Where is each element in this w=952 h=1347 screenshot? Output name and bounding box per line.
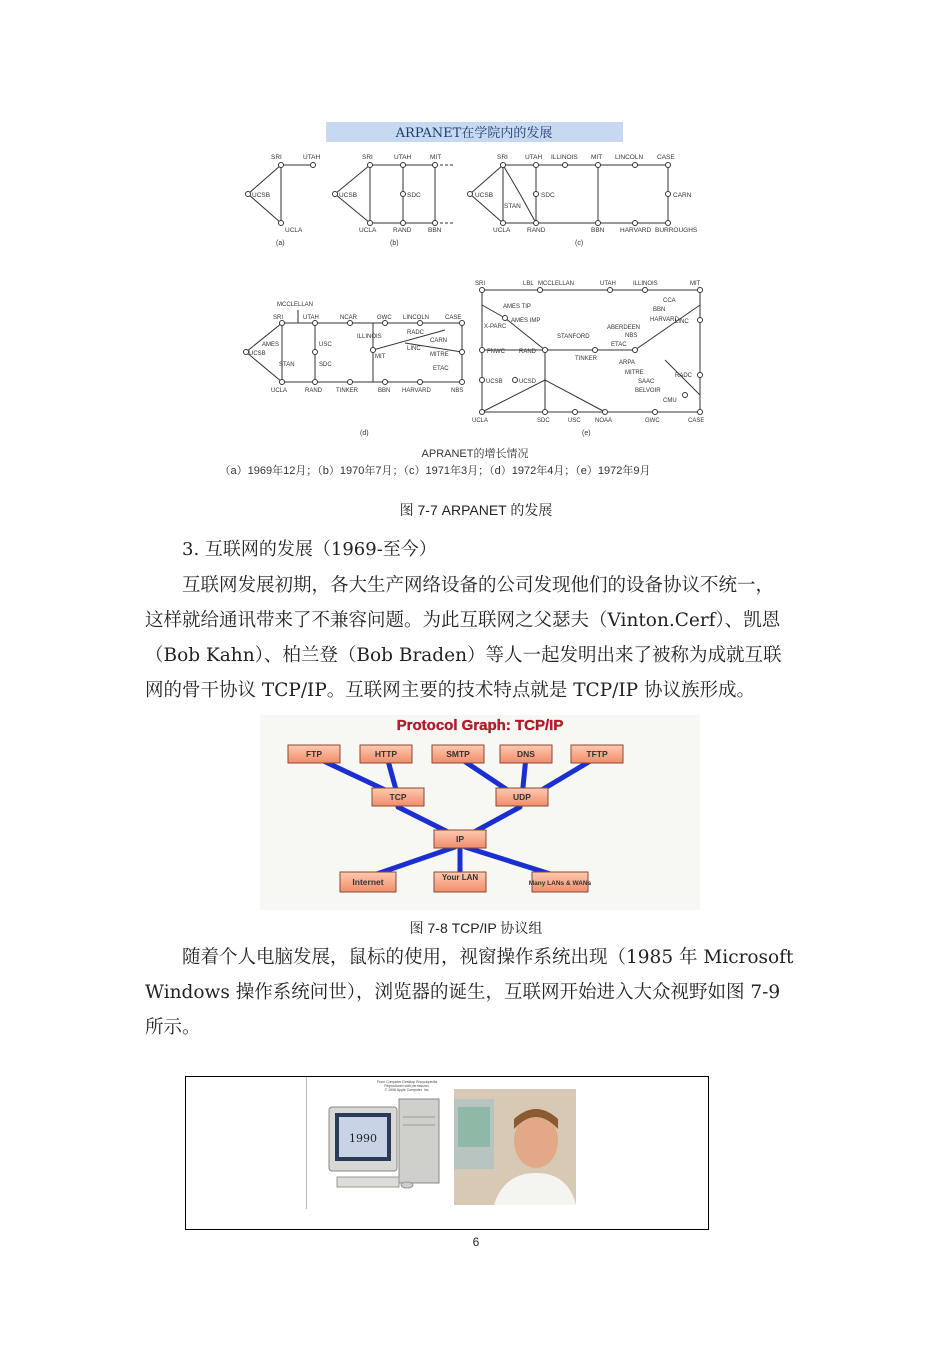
paragraph-2 [145, 940, 810, 1045]
node-label: CARN [430, 338, 448, 344]
panel-label: (d) [360, 430, 369, 437]
node-label: UTAH [303, 154, 321, 161]
node-label: LINCOLN [403, 315, 430, 321]
node-label: X-PARC [484, 324, 507, 330]
panel-a-labels [252, 154, 321, 247]
panel-label: (e) [582, 430, 591, 437]
node-label: FNWC [487, 349, 505, 355]
node-label: LBL [523, 281, 534, 287]
node-label: NBS [625, 333, 638, 339]
node-label: UCLA [285, 227, 303, 234]
paragraph-line: Windows 操作系统问世），浏览器的诞生，互联网开始进入大众视野如图 7-9 [145, 982, 781, 1003]
panel-label: (a) [276, 240, 285, 247]
paragraph-line: 网的骨干协议 TCP/IP。互联网主要的技术特点就是 TCP/IP 协议族形成。 [145, 680, 756, 701]
panel-c-labels [475, 154, 698, 247]
node-label: HARVARD [402, 388, 431, 394]
figure-banner: ARPANET在学院内的发展 [395, 126, 553, 141]
node-label: UCSB [339, 192, 358, 199]
figure-7-7-caption: 图 7-7 ARPANET 的发展 [399, 502, 553, 518]
node-label: UTAH [600, 281, 616, 287]
protocol-box-dns: DNS [517, 749, 535, 759]
computer-image [307, 1077, 447, 1209]
protocol-box-smtp: SMTP [446, 749, 470, 759]
node-label: USC [319, 342, 332, 348]
figure-7-9 [185, 1076, 709, 1230]
node-label: NBS [451, 388, 464, 394]
node-label: MIT [591, 154, 603, 161]
node-label: MITRE [430, 352, 449, 358]
node-label: ARPA [619, 360, 635, 366]
computer-photo [306, 1077, 447, 1209]
node-label: GWC [645, 418, 660, 424]
node-label: STANFORD [557, 334, 590, 340]
link-box-your-lan: Your LAN [441, 873, 479, 882]
section-heading: 3. 互联网的发展（1969-至今） [182, 539, 437, 560]
node-label: HARVARD [620, 227, 652, 234]
figure-7-7 [145, 120, 805, 490]
node-label: AMES IMP [511, 318, 541, 324]
node-label: UTAH [303, 315, 319, 321]
panel-b-labels [339, 154, 442, 247]
photo-credit-line: Reproduced with permission. [384, 1084, 430, 1088]
node-label: ETAC [433, 366, 449, 372]
node-label: MIT [690, 281, 701, 287]
node-label: ETAC [611, 342, 627, 348]
node-label: SRI [273, 315, 284, 321]
node-label: UCSB [252, 192, 271, 199]
node-label: CASE [688, 418, 705, 424]
node-label: MIT [430, 154, 442, 161]
panel-e-labels [472, 281, 704, 437]
node-label: UCLA [359, 227, 377, 234]
figure-subtitle: APRANET的增长情况 [421, 448, 529, 460]
figure-7-8 [260, 715, 700, 910]
node-label: NCAR [340, 315, 358, 321]
node-label: RAND [393, 227, 412, 234]
node-label: SDC [541, 192, 555, 199]
node-label: UCSB [475, 192, 494, 199]
node-label: USC [568, 418, 581, 424]
node-label: ILLINOIS [357, 334, 382, 340]
node-label: CASE [657, 154, 675, 161]
node-label: RADC [407, 330, 425, 336]
node-label: MCCLELLAN [277, 302, 314, 308]
node-label: STAN [504, 203, 521, 210]
node-label: UTAH [394, 154, 412, 161]
node-label: UCSB [486, 379, 503, 385]
node-label: SRI [362, 154, 373, 161]
paragraph-line: （Bob Kahn）、柏兰登（Bob Braden）等人一起发明出来了被称为成就互联 [145, 645, 782, 666]
node-label: BELVOIR [635, 388, 661, 394]
page-number: 6 [472, 1235, 480, 1249]
node-label: UTAH [525, 154, 543, 161]
node-label: UCLA [271, 388, 288, 394]
panel-label: (c) [575, 240, 584, 247]
node-label: TINKER [336, 388, 359, 394]
screen-year: 1990 [349, 1132, 377, 1145]
node-label: RAND [519, 349, 537, 355]
node-label: SRI [475, 281, 486, 287]
arpanet-growth-diagram [145, 120, 805, 490]
node-label: CMU [663, 398, 677, 404]
node-label: NOAA [595, 418, 613, 424]
node-label: UCLA [493, 227, 511, 234]
node-label: LINC [407, 346, 421, 352]
node-label: CASE [445, 315, 462, 321]
tcpip-protocol-graph [260, 715, 700, 910]
node-label: ILLINOIS [633, 281, 658, 287]
photo-credit-line: From Computer Desktop Encyclopedia [376, 1080, 438, 1084]
node-label: UCLA [472, 418, 489, 424]
protocol-graph-title: Protocol Graph: TCP/IP [396, 717, 564, 734]
node-label: BBN [591, 227, 605, 234]
figure-dates: （a）1969年12月；（b）1970年7月；（c）1971年3月；（d）1972年4月；（e）1972年9月 [219, 465, 651, 477]
node-label: HARVARD [650, 317, 679, 323]
node-label: BURROUGHS [655, 227, 698, 234]
node-label: UCSB [249, 351, 266, 357]
paragraph-line: 这样就给通讯带来了不兼容问题。为此互联网之父瑟夫（Vinton.Cerf）、凯恩 [145, 610, 781, 631]
node-label: AMES TIP [503, 304, 531, 310]
portrait-photo [454, 1089, 576, 1205]
protocol-box-tcp: TCP [389, 792, 407, 802]
node-label: SDC [407, 192, 421, 199]
link-box-internet: Internet [352, 877, 384, 887]
paragraph-line: 随着个人电脑发展，鼠标的使用，视窗操作系统出现（1985 年 Microsoft [182, 947, 794, 968]
paragraph-line: 所示。 [145, 1017, 201, 1038]
paragraph-line: 互联网发展初期，各大生产网络设备的公司发现他们的设备协议不统一， [182, 575, 775, 596]
node-label: BBN [428, 227, 442, 234]
node-label: RADC [675, 373, 693, 379]
node-label: ILLINOIS [551, 154, 578, 161]
node-label: BBN [378, 388, 391, 394]
node-label: BBN [653, 307, 666, 313]
node-label: SRI [497, 154, 508, 161]
link-box-many-lans: Many LANs & WANs [528, 880, 592, 887]
node-label: RAND [527, 227, 546, 234]
protocol-box-ftp: FTP [305, 749, 323, 759]
protocol-box-udp: UDP [513, 792, 531, 802]
portrait-image [454, 1089, 576, 1205]
node-label: AMES [262, 342, 280, 348]
photo-credit-line: © 1996 Apple Computer, Inc. [384, 1088, 430, 1092]
node-label: RAND [305, 388, 323, 394]
node-label: CCA [663, 298, 676, 304]
node-label: UCSD [519, 379, 537, 385]
node-label: LINCOLN [615, 154, 644, 161]
node-label: MITRE [625, 370, 644, 376]
node-label: CARN [673, 192, 692, 199]
protocol-box-ip: IP [455, 834, 465, 844]
node-label: SRI [271, 154, 282, 161]
node-label: SDC [537, 418, 550, 424]
figure-7-8-caption: 图 7-8 TCP/IP 协议组 [409, 920, 543, 936]
protocol-box-tftp: TFTP [586, 749, 608, 759]
protocol-box-http: HTTP [374, 749, 398, 759]
node-label: MCCLELLAN [538, 281, 575, 287]
node-label: SDC [319, 362, 332, 368]
paragraph-1 [145, 568, 810, 708]
node-label: TINKER [575, 356, 598, 362]
node-label: STAN [279, 362, 295, 368]
node-label: MIT [375, 354, 386, 360]
node-label: ABERDEEN [607, 325, 641, 331]
node-label: LINC [675, 319, 689, 325]
panel-label: (b) [390, 240, 399, 247]
node-label: GWC [377, 315, 392, 321]
node-label: SAAC [638, 379, 655, 385]
